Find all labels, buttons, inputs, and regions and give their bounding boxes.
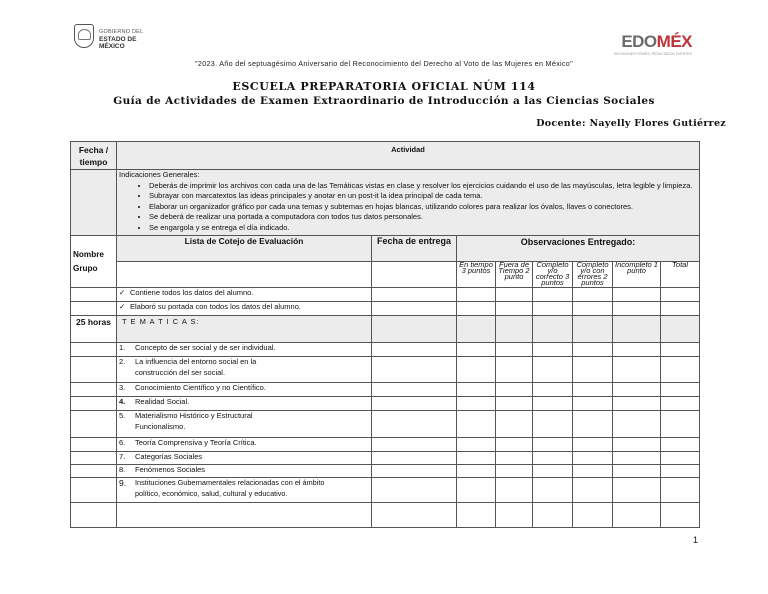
topic-text: Concepto de ser social y de ser individual. (135, 343, 276, 352)
instruction-item: • Se deberá de realizar una portada a computadora con todos tus datos personales. (149, 212, 697, 223)
instructions-row (71, 170, 700, 236)
topic-text: Instituciones Gubernamentales relacionadas con el ámbito político, económico, salud, cultural y educativo. (135, 478, 325, 498)
page-number: 1 (692, 535, 698, 545)
col-en-tiempo: En tiempo 3 puntos (457, 262, 496, 288)
edomex-accent: MÉX (656, 32, 692, 51)
check-row (71, 288, 700, 302)
topic-row (71, 478, 700, 503)
topic-row (71, 465, 700, 478)
lista-cotejo-header: Lista de Cotejo de Evaluación (117, 236, 372, 262)
topic-number: 8. (119, 465, 126, 474)
fecha-entrega-header: Fecha de entrega (372, 236, 457, 262)
instructions-list (119, 181, 697, 234)
topic-text: Conocimiento Científico y no Científico. (135, 383, 266, 392)
topic-row (71, 357, 700, 383)
observaciones-header: Observaciones Entregado: (457, 236, 700, 262)
instruction-item: • Subrayar con marcatextos las ideas principales y anotar en un post-it la idea principal de cada tema. (149, 191, 697, 202)
gobierno-estado-mexico-logo (74, 24, 154, 52)
check-mark-icon: ✓ (119, 288, 126, 297)
col-completo-correcto: Completo y/o correcto 3 puntos (533, 262, 573, 288)
instruction-item: • Elaborar un organizador gráfico por cada una temas y subtemas en hojas blancas, utilizando colores para realizar los óvalos, llaves o conectores. (149, 202, 697, 213)
topic-row (71, 452, 700, 465)
topic-number: 4. (119, 397, 126, 406)
check-item: Contiene todos los datos del alumno. (130, 288, 254, 297)
score-columns-row (71, 262, 700, 288)
header-actividad: Actividad (117, 142, 700, 170)
edomex-main: EDO (621, 32, 657, 51)
time-value: 25 horas (71, 316, 117, 343)
checklist-header-row (71, 236, 700, 262)
col-fuera-tiempo: Fuera de Tiempo 2 punto (496, 262, 533, 288)
topic-row (71, 343, 700, 357)
col-total: Total (661, 262, 700, 288)
topic-text: Fenómenos Sociales (135, 465, 206, 474)
instruction-item: • Se engargola y se entrega el día indicado. (149, 223, 697, 234)
general-instructions (117, 170, 700, 236)
topic-text: Teoría Comprensiva y Teoría Crítica. (135, 438, 257, 447)
topic-number: 2. (119, 357, 126, 366)
topic-number: 5. (119, 411, 126, 420)
instruction-item: • Deberás de imprimir los archivos con cada una de las Temáticas vistas en clase y resolver los ejercicios cuidando el uso de las mayúsculas, letra legible y limpieza. (149, 181, 697, 192)
school-name: ESCUELA PREPARATORIA OFICIAL NÚM 114 (232, 80, 536, 93)
topic-number: 1. (119, 343, 126, 352)
empty-row (71, 503, 700, 528)
topic-text: Materialismo Histórico y Estructural Funcionalismo. (135, 411, 253, 431)
activities-table (70, 141, 700, 528)
table-header-row (71, 142, 700, 170)
instructions-title: Indicaciones Generales: (119, 170, 200, 179)
topic-number: 6. (119, 438, 126, 447)
header-fecha-tiempo: Fecha / tiempo (71, 142, 117, 170)
topic-text: Realidad Social. (135, 397, 190, 406)
topic-row (71, 397, 700, 411)
edomex-tagline: DECISIONES FIRMES, RESULTADOS FUERTES (613, 52, 692, 56)
topic-number: 3. (119, 383, 126, 392)
topic-number: 9. (119, 478, 127, 488)
teacher-name: Docente: Nayelly Flores Gutiérrez (536, 118, 726, 129)
tematicas-row (71, 316, 700, 343)
tematicas-label: T E M A T I C A S: (117, 316, 372, 343)
topic-row (71, 383, 700, 397)
guide-title: Guía de Actividades de Examen Extraordinario de Introducción a las Ciencias Sociales (113, 95, 655, 107)
check-mark-icon: ✓ (119, 302, 126, 311)
topic-number: 7. (119, 452, 126, 461)
topic-text: La influencia del entorno social en la construcción del ser social. (135, 357, 257, 377)
topic-text: Categorías Sociales (135, 452, 203, 461)
col-incompleto: Incompleto 1 punto (613, 262, 661, 288)
motto: "2023. Año del septuagésimo Aniversario del Reconocimiento del Derecho al Voto de las Mujeres en México" (195, 59, 573, 68)
col-completo-errores: Completo y/o con errores 2 puntos (573, 262, 613, 288)
gov-line2: ESTADO DE MÉXICO (99, 36, 137, 50)
check-item: Elaboró su portada con todos los datos del alumno. (130, 302, 301, 311)
check-row (71, 302, 700, 316)
edomex-logo (621, 32, 692, 52)
gov-line1: GOBIERNO DEL (99, 29, 144, 35)
topic-row (71, 411, 700, 438)
topic-row (71, 438, 700, 452)
state-seal-icon (74, 24, 94, 48)
nombre-grupo-label: Nombre Grupo (71, 236, 117, 288)
